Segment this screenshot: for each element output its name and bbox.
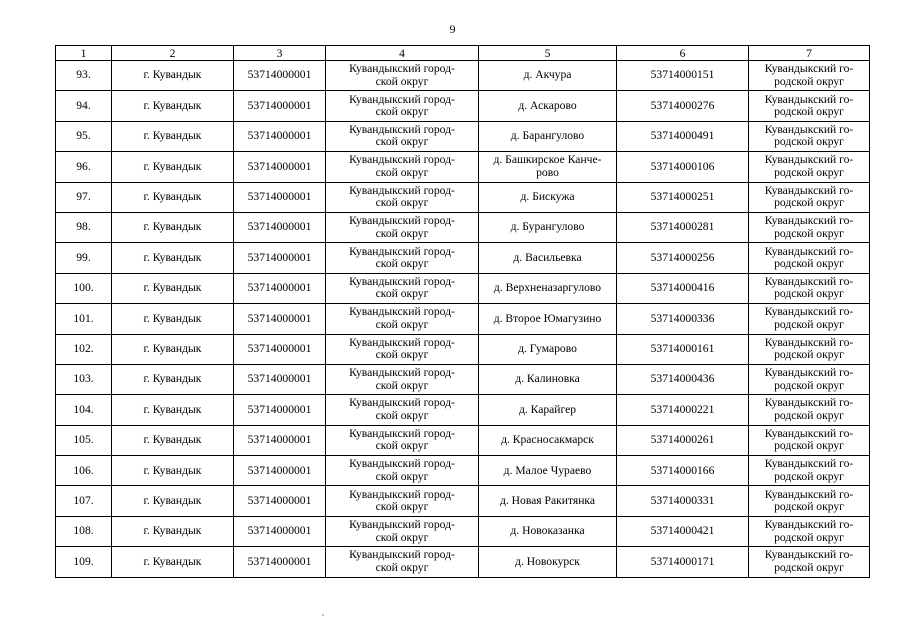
city-cell: г. Кувандык (112, 121, 234, 151)
column-header-4: 4 (326, 46, 479, 61)
municipality-cell: Кувандыкский го- родской округ (749, 425, 870, 455)
settlement-cell: д. Бурангулово (479, 212, 617, 242)
city-code-cell: 53714000001 (234, 152, 326, 182)
table-header (56, 46, 870, 61)
district-cell: Кувандыкский город- ской округ (326, 395, 479, 425)
city-code-cell: 53714000001 (234, 486, 326, 516)
city-code-cell: 53714000001 (234, 273, 326, 303)
settlement-code-cell: 53714000281 (617, 212, 749, 242)
municipality-cell: Кувандыкский го- родской округ (749, 152, 870, 182)
settlement-code-cell: 53714000171 (617, 547, 749, 577)
table-row (56, 273, 870, 303)
table-row (56, 91, 870, 121)
district-cell: Кувандыкский город- ской округ (326, 121, 479, 151)
table-row (56, 516, 870, 546)
table-row (56, 243, 870, 273)
settlement-code-cell: 53714000416 (617, 273, 749, 303)
municipality-cell: Кувандыкский го- родской округ (749, 182, 870, 212)
municipality-cell: Кувандыкский го- родской округ (749, 547, 870, 577)
city-cell: г. Кувандык (112, 425, 234, 455)
row-number-cell: 94. (56, 91, 112, 121)
settlement-code-cell: 53714000151 (617, 61, 749, 91)
settlement-cell: д. Новоказанка (479, 516, 617, 546)
settlement-cell: д. Гумарово (479, 334, 617, 364)
settlement-code-cell: 53714000166 (617, 456, 749, 486)
district-cell: Кувандыкский город- ской округ (326, 182, 479, 212)
row-number-cell: 104. (56, 395, 112, 425)
municipality-cell: Кувандыкский го- родской округ (749, 395, 870, 425)
city-cell: г. Кувандык (112, 61, 234, 91)
settlement-cell: д. Акчура (479, 61, 617, 91)
settlement-code-cell: 53714000261 (617, 425, 749, 455)
settlement-code-cell: 53714000336 (617, 304, 749, 334)
table-row (56, 364, 870, 394)
city-code-cell: 53714000001 (234, 334, 326, 364)
column-header-2: 2 (112, 46, 234, 61)
municipality-cell: Кувандыкский го- родской округ (749, 91, 870, 121)
settlement-registry-table (55, 45, 870, 578)
scan-speck (322, 614, 324, 616)
city-cell: г. Кувандык (112, 547, 234, 577)
municipality-cell: Кувандыкский го- родской округ (749, 516, 870, 546)
city-code-cell: 53714000001 (234, 364, 326, 394)
city-code-cell: 53714000001 (234, 61, 326, 91)
district-cell: Кувандыкский город- ской округ (326, 334, 479, 364)
settlement-cell: д. Красносакмарск (479, 425, 617, 455)
settlement-code-cell: 53714000106 (617, 152, 749, 182)
settlement-cell: д. Карайгер (479, 395, 617, 425)
row-number-cell: 102. (56, 334, 112, 364)
table-row (56, 456, 870, 486)
table-body (56, 61, 870, 578)
settlement-code-cell: 53714000436 (617, 364, 749, 394)
settlement-code-cell: 53714000161 (617, 334, 749, 364)
city-code-cell: 53714000001 (234, 516, 326, 546)
city-cell: г. Кувандык (112, 486, 234, 516)
district-cell: Кувандыкский город- ской округ (326, 212, 479, 242)
municipality-cell: Кувандыкский го- родской округ (749, 364, 870, 394)
city-code-cell: 53714000001 (234, 425, 326, 455)
row-number-cell: 97. (56, 182, 112, 212)
settlement-cell: д. Аскарово (479, 91, 617, 121)
settlement-cell: д. Башкирское Канче- рово (479, 152, 617, 182)
city-cell: г. Кувандык (112, 91, 234, 121)
settlement-cell: д. Барангулово (479, 121, 617, 151)
city-code-cell: 53714000001 (234, 456, 326, 486)
column-header-6: 6 (617, 46, 749, 61)
row-number-cell: 93. (56, 61, 112, 91)
settlement-cell: д. Малое Чураево (479, 456, 617, 486)
settlement-code-cell: 53714000331 (617, 486, 749, 516)
district-cell: Кувандыкский город- ской округ (326, 425, 479, 455)
row-number-cell: 101. (56, 304, 112, 334)
city-cell: г. Кувандык (112, 395, 234, 425)
column-header-3: 3 (234, 46, 326, 61)
settlement-cell: д. Васильевка (479, 243, 617, 273)
header-row (56, 46, 870, 61)
municipality-cell: Кувандыкский го- родской округ (749, 304, 870, 334)
municipality-cell: Кувандыкский го- родской округ (749, 212, 870, 242)
row-number-cell: 99. (56, 243, 112, 273)
table-row (56, 182, 870, 212)
municipality-cell: Кувандыкский го- родской округ (749, 456, 870, 486)
row-number-cell: 107. (56, 486, 112, 516)
row-number-cell: 95. (56, 121, 112, 151)
row-number-cell: 103. (56, 364, 112, 394)
city-cell: г. Кувандык (112, 152, 234, 182)
city-code-cell: 53714000001 (234, 91, 326, 121)
city-cell: г. Кувандык (112, 516, 234, 546)
table-row (56, 486, 870, 516)
district-cell: Кувандыкский город- ской округ (326, 243, 479, 273)
table-row (56, 152, 870, 182)
city-cell: г. Кувандык (112, 364, 234, 394)
city-cell: г. Кувандык (112, 304, 234, 334)
settlement-code-cell: 53714000491 (617, 121, 749, 151)
city-cell: г. Кувандык (112, 456, 234, 486)
district-cell: Кувандыкский город- ской округ (326, 364, 479, 394)
city-cell: г. Кувандык (112, 182, 234, 212)
settlement-cell: д. Калиновка (479, 364, 617, 394)
district-cell: Кувандыкский город- ской округ (326, 486, 479, 516)
city-cell: г. Кувандык (112, 334, 234, 364)
settlement-cell: д. Второе Юмагузино (479, 304, 617, 334)
municipality-cell: Кувандыкский го- родской округ (749, 61, 870, 91)
settlement-cell: д. Верхненазаргулово (479, 273, 617, 303)
municipality-cell: Кувандыкский го- родской округ (749, 121, 870, 151)
row-number-cell: 98. (56, 212, 112, 242)
municipality-cell: Кувандыкский го- родской округ (749, 243, 870, 273)
city-code-cell: 53714000001 (234, 304, 326, 334)
district-cell: Кувандыкский город- ской округ (326, 91, 479, 121)
page-number: 9 (449, 22, 456, 36)
municipality-cell: Кувандыкский го- родской округ (749, 334, 870, 364)
settlement-code-cell: 53714000421 (617, 516, 749, 546)
city-code-cell: 53714000001 (234, 121, 326, 151)
district-cell: Кувандыкский город- ской округ (326, 456, 479, 486)
row-number-cell: 108. (56, 516, 112, 546)
row-number-cell: 105. (56, 425, 112, 455)
city-code-cell: 53714000001 (234, 243, 326, 273)
city-cell: г. Кувандык (112, 273, 234, 303)
table-row (56, 121, 870, 151)
settlement-cell: д. Новая Ракитянка (479, 486, 617, 516)
city-code-cell: 53714000001 (234, 182, 326, 212)
table-row (56, 212, 870, 242)
table-row (56, 61, 870, 91)
table-row (56, 395, 870, 425)
row-number-cell: 100. (56, 273, 112, 303)
city-code-cell: 53714000001 (234, 212, 326, 242)
table-row (56, 547, 870, 577)
district-cell: Кувандыкский город- ской округ (326, 304, 479, 334)
city-code-cell: 53714000001 (234, 395, 326, 425)
table-row (56, 425, 870, 455)
district-cell: Кувандыкский город- ской округ (326, 273, 479, 303)
settlement-code-cell: 53714000221 (617, 395, 749, 425)
settlement-cell: д. Бискужа (479, 182, 617, 212)
settlement-code-cell: 53714000256 (617, 243, 749, 273)
city-cell: г. Кувандык (112, 212, 234, 242)
row-number-cell: 109. (56, 547, 112, 577)
row-number-cell: 96. (56, 152, 112, 182)
district-cell: Кувандыкский город- ской округ (326, 152, 479, 182)
city-cell: г. Кувандык (112, 243, 234, 273)
column-header-1: 1 (56, 46, 112, 61)
settlement-code-cell: 53714000251 (617, 182, 749, 212)
municipality-cell: Кувандыкский го- родской округ (749, 486, 870, 516)
city-code-cell: 53714000001 (234, 547, 326, 577)
settlement-cell: д. Новокурск (479, 547, 617, 577)
row-number-cell: 106. (56, 456, 112, 486)
column-header-5: 5 (479, 46, 617, 61)
column-header-7: 7 (749, 46, 870, 61)
district-cell: Кувандыкский город- ской округ (326, 61, 479, 91)
table-row (56, 334, 870, 364)
municipality-cell: Кувандыкский го- родской округ (749, 273, 870, 303)
settlement-code-cell: 53714000276 (617, 91, 749, 121)
district-cell: Кувандыкский город- ской округ (326, 547, 479, 577)
table-row (56, 304, 870, 334)
district-cell: Кувандыкский город- ской округ (326, 516, 479, 546)
